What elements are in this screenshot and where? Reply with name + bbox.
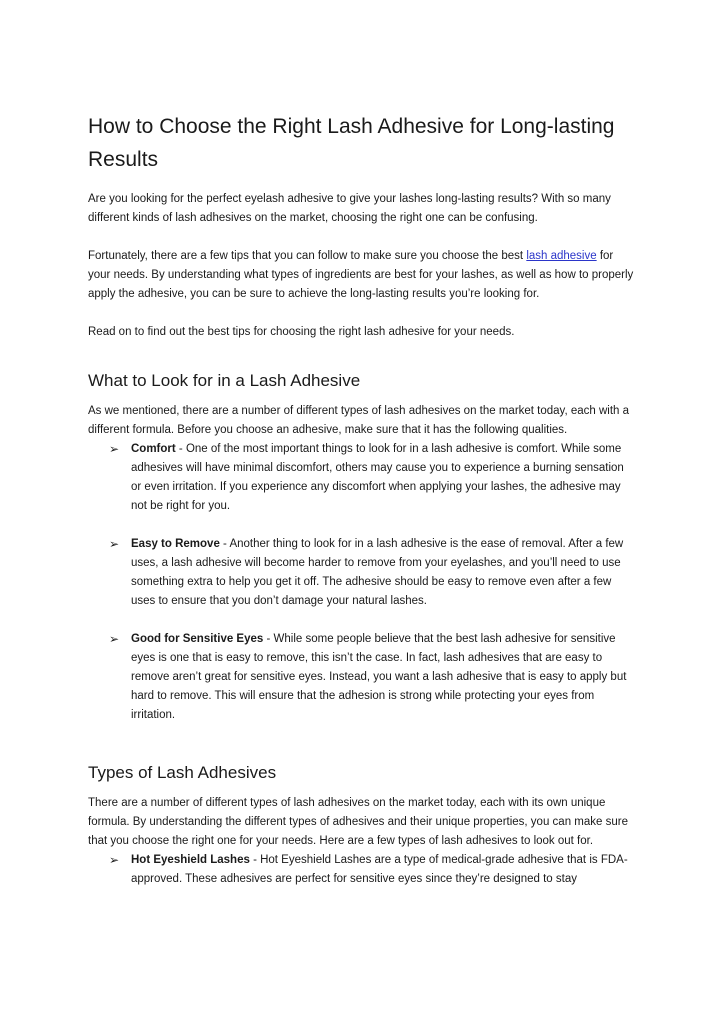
list-item-term: Hot Eyeshield Lashes <box>131 854 250 866</box>
page-title: How to Choose the Right Lash Adhesive for Long-lasting Results <box>88 115 615 171</box>
arrow-bullet-icon: ➢ <box>109 442 120 456</box>
intro-paragraph-2-text-after: for your needs. By understanding what types of ingredients are best for your lashes, as well as how to properly apply the adhesive, you can be sure to achieve the long-lasting results you’re looking for. <box>88 250 634 300</box>
list-item-term: Good for Sensitive Eyes <box>131 633 264 645</box>
list-item-term: Easy to Remove <box>131 538 220 550</box>
section-heading-types: Types of Lash Adhesives <box>88 763 277 782</box>
arrow-bullet-icon: ➢ <box>109 853 120 867</box>
list-item-term: Comfort <box>131 443 176 455</box>
list-item-text: - Another thing to look for in a lash adhesive is the ease of removal. After a few uses, a lash adhesive will become harder to remove from your eyelashes, and you’ll need to use something extra to help you get it off. The adhesive should be easy to remove even after a few uses to ensure that you don’t damage your natural lashes. <box>131 538 624 607</box>
list-item <box>88 630 636 725</box>
types-list <box>88 851 636 889</box>
section-1-intro: As we mentioned, there are a number of different types of lash adhesives on the market today, each with a different formula. Before you choose an adhesive, make sure that it has the following qualities. <box>88 405 630 436</box>
intro-paragraph-2-text-before: Fortunately, there are a few tips that you can follow to make sure you choose the best <box>88 250 527 262</box>
list-item-text: - Hot Eyeshield Lashes are a type of medical-grade adhesive that is FDA-approved. These adhesives are perfect for sensitive eyes since they’re designed to stay <box>131 854 628 885</box>
intro-paragraph-2 <box>88 247 636 304</box>
section-heading-what-to-look-for: What to Look for in a Lash Adhesive <box>88 371 361 390</box>
section-2-intro: There are a number of different types of lash adhesives on the market today, each with its own unique formula. By understanding the different types of adhesives and their unique properties, you can make sure that you choose the right one for your needs. Here are a few types of lash adhesives to look out for. <box>88 797 628 847</box>
list-item <box>88 851 636 889</box>
list-item-text: - One of the most important things to look for in a lash adhesive is comfort. While some adhesives will have minimal discomfort, others may cause you to experience a burning sensation or even irritation. If you experience any discomfort when applying your lashes, the adhesive may not be right for you. <box>131 443 624 512</box>
list-item-text: - While some people believe that the best lash adhesive for sensitive eyes is one that is easy to remove, this isn’t the case. In fact, lash adhesives that are easy to remove aren’t great for sensitive eyes. Instead, you want a lash adhesive that is easy to apply but hard to remove. This will ensure that the adhesion is strong while protecting your eyes from irritation. <box>131 633 627 721</box>
intro-paragraph-3: Read on to find out the best tips for choosing the right lash adhesive for your needs. <box>88 326 515 338</box>
lash-adhesive-link[interactable]: lash adhesive <box>526 250 597 262</box>
arrow-bullet-icon: ➢ <box>109 632 120 646</box>
qualities-list <box>88 440 636 725</box>
document-body <box>88 110 636 889</box>
list-item <box>88 440 636 516</box>
arrow-bullet-icon: ➢ <box>109 537 120 551</box>
list-item <box>88 535 636 611</box>
intro-paragraph-1: Are you looking for the perfect eyelash adhesive to give your lashes long-lasting results? With so many different kinds of lash adhesives on the market, choosing the right one can be confusing. <box>88 193 611 224</box>
